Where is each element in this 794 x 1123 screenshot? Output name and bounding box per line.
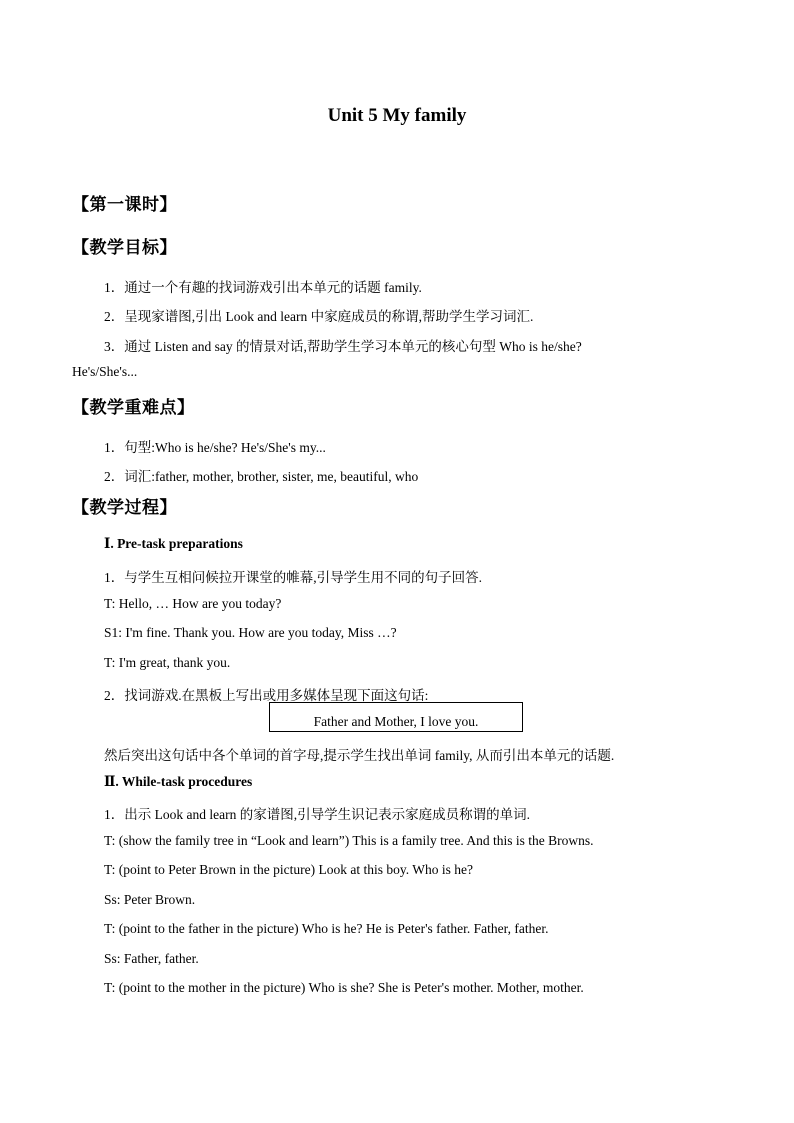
- keypoints-heading: 【教学重难点】: [72, 398, 195, 417]
- process-heading: 【教学过程】: [72, 498, 177, 517]
- dialogue-line: T: (point to the mother in the picture) Who is she? She is Peter's mother. Mother, mother.: [104, 980, 584, 995]
- page-title: Unit 5 My family: [327, 105, 467, 126]
- keypoint-item: 1．句型:Who is he/she? He's/She's my...: [104, 440, 326, 455]
- goal-item: 1．通过一个有趣的找词游戏引出本单元的话题 family.: [104, 280, 422, 295]
- dialogue-line: T: (show the family tree in “Look and learn”) This is a family tree. And this is the Browns.: [104, 833, 594, 848]
- lesson-heading: 【第一课时】: [72, 195, 177, 214]
- dialogue-line: S1: I'm fine. Thank you. How are you today, Miss …?: [104, 625, 397, 640]
- process-line: 1．与学生互相问候拉开课堂的帷幕,引导学生用不同的句子回答.: [104, 570, 482, 585]
- stage-heading-while-task: Ⅱ. While-task procedures: [104, 774, 253, 789]
- goals-heading: 【教学目标】: [72, 238, 177, 257]
- dialogue-line: T: (point to Peter Brown in the picture) Look at this boy. Who is he?: [104, 862, 474, 877]
- dialogue-line: T: Hello, … How are you today?: [104, 596, 282, 611]
- process-line: 2．找词游戏.在黑板上写出或用多媒体呈现下面这句话:: [104, 688, 429, 703]
- stage-heading-pre-task: Ⅰ. Pre-task preparations: [104, 536, 243, 551]
- dialogue-line: Ss: Father, father.: [104, 951, 199, 966]
- keypoint-item: 2．词汇:father, mother, brother, sister, me, beautiful, who: [104, 469, 419, 484]
- boxed-sentence: Father and Mother, I love you.: [269, 702, 523, 732]
- goal-item-continued: He's/She's...: [72, 364, 138, 379]
- goal-item: 3．通过 Listen and say 的情景对话,帮助学生学习本单元的核心句型 Who is he/she?: [104, 339, 582, 354]
- goal-item: 2．呈现家谱图,引出 Look and learn 中家庭成员的称谓,帮助学生学习词汇.: [104, 309, 534, 324]
- dialogue-line: T: I'm great, thank you.: [104, 655, 231, 670]
- dialogue-line: T: (point to the father in the picture) Who is he? He is Peter's father. Father, father.: [104, 921, 549, 936]
- dialogue-line: Ss: Peter Brown.: [104, 892, 196, 907]
- process-line: 然后突出这句话中各个单词的首字母,提示学生找出单词 family, 从而引出本单元的话题.: [104, 748, 615, 763]
- process-line: 1．出示 Look and learn 的家谱图,引导学生识记表示家庭成员称谓的单词.: [104, 807, 530, 822]
